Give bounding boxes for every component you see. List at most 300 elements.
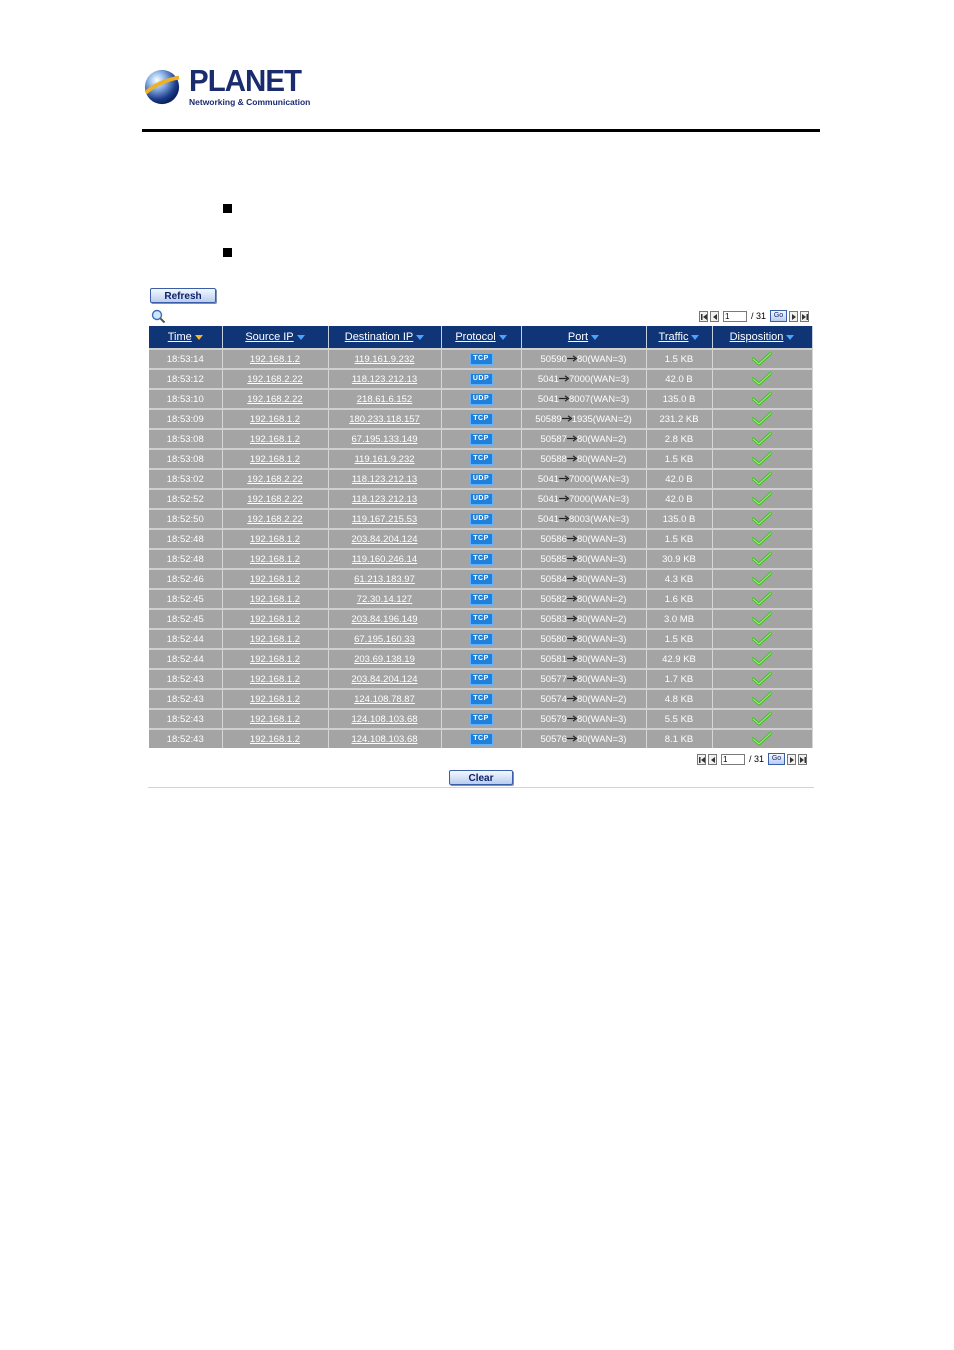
- cell-source-ip: [222, 529, 328, 549]
- cell-disposition: [712, 589, 812, 609]
- protocol-badge: TCP: [470, 433, 493, 445]
- cell-time: 18:52:45: [149, 609, 222, 629]
- cell-disposition: [712, 629, 812, 649]
- destination-ip-link[interactable]: 124.108.103.68: [351, 713, 418, 725]
- cell-port: [521, 689, 646, 709]
- source-ip-link[interactable]: 192.168.1.2: [249, 533, 301, 545]
- table-row: [149, 409, 812, 429]
- arrow-right-icon: [567, 575, 577, 582]
- cell-destination-ip: [328, 589, 441, 609]
- cell-source-ip: [222, 429, 328, 449]
- table-row: [149, 389, 812, 409]
- clear-button[interactable]: Clear: [449, 770, 513, 785]
- arrow-right-icon: [559, 475, 569, 482]
- cell-time: 18:53:14: [149, 349, 222, 369]
- prev-page-icon[interactable]: [710, 311, 719, 322]
- cell-traffic: 42.0 B: [646, 469, 712, 489]
- table-row: [149, 349, 812, 369]
- cell-protocol: [441, 489, 521, 509]
- cell-disposition: [712, 609, 812, 629]
- check-icon: [752, 432, 772, 446]
- sort-arrow-icon: [297, 335, 305, 340]
- table-row: [149, 709, 812, 729]
- protocol-badge: UDP: [470, 493, 493, 505]
- next-page-icon[interactable]: [787, 754, 796, 765]
- cell-time: 18:52:44: [149, 649, 222, 669]
- cell-port: [521, 369, 646, 389]
- source-ip-link[interactable]: 192.168.1.2: [249, 733, 301, 745]
- port-to: 80(WAN=2): [576, 593, 627, 605]
- column-header-port[interactable]: Port: [521, 326, 646, 349]
- cell-time: 18:52:52: [149, 489, 222, 509]
- cell-destination-ip: [328, 689, 441, 709]
- port-to: 8007(WAN=3): [569, 393, 630, 405]
- cell-disposition: [712, 469, 812, 489]
- pager-bottom: [697, 752, 807, 766]
- source-ip-link[interactable]: 192.168.1.2: [249, 653, 301, 665]
- source-ip-link[interactable]: 192.168.2.22: [247, 373, 303, 385]
- table-row: [149, 449, 812, 469]
- cell-disposition: [712, 369, 812, 389]
- protocol-badge: TCP: [470, 733, 493, 745]
- cell-traffic: 3.0 MB: [646, 609, 712, 629]
- arrow-right-icon: [567, 695, 577, 702]
- arrow-right-icon: [562, 415, 572, 422]
- cell-protocol: [441, 389, 521, 409]
- port-to: 80(WAN=3): [576, 733, 627, 745]
- cell-destination-ip: [328, 429, 441, 449]
- cell-destination-ip: [328, 509, 441, 529]
- sort-arrow-icon: [691, 335, 699, 340]
- cell-disposition: [712, 709, 812, 729]
- cell-traffic: 42.0 B: [646, 369, 712, 389]
- cell-port: [521, 669, 646, 689]
- cell-port: [521, 429, 646, 449]
- cell-time: 18:52:46: [149, 569, 222, 589]
- cell-source-ip: [222, 449, 328, 469]
- cell-time: 18:53:09: [149, 409, 222, 429]
- cell-protocol: [441, 549, 521, 569]
- arrow-right-icon: [559, 515, 569, 522]
- header-divider: [142, 129, 820, 132]
- protocol-badge: TCP: [470, 613, 493, 625]
- cell-time: 18:52:45: [149, 589, 222, 609]
- table-row: [149, 489, 812, 509]
- cell-protocol: [441, 349, 521, 369]
- footer-divider: [148, 787, 814, 788]
- cell-traffic: 1.7 KB: [646, 669, 712, 689]
- search-icon[interactable]: [151, 309, 166, 324]
- page-total: / 31: [749, 754, 765, 764]
- destination-ip-link[interactable]: 118.123.212.13: [351, 493, 418, 505]
- source-ip-link[interactable]: 192.168.2.22: [247, 513, 303, 525]
- cell-destination-ip: [328, 349, 441, 369]
- destination-ip-link[interactable]: 203.84.196.149: [351, 613, 418, 625]
- protocol-badge: TCP: [470, 713, 493, 725]
- protocol-badge: UDP: [470, 373, 493, 385]
- port-to: 80(WAN=2): [576, 433, 627, 445]
- cell-protocol: [441, 609, 521, 629]
- cell-port: [521, 569, 646, 589]
- cell-disposition: [712, 389, 812, 409]
- cell-protocol: [441, 589, 521, 609]
- destination-ip-link[interactable]: 61.213.183.97: [354, 573, 415, 585]
- page-total: / 31: [751, 311, 767, 321]
- port-from: 50586: [540, 533, 567, 545]
- arrow-right-icon: [559, 395, 569, 402]
- check-icon: [752, 352, 772, 366]
- cell-source-ip: [222, 469, 328, 489]
- port-from: 50577: [540, 673, 567, 685]
- cell-disposition: [712, 649, 812, 669]
- cell-source-ip: [222, 709, 328, 729]
- cell-disposition: [712, 429, 812, 449]
- table-row: [149, 589, 812, 609]
- cell-source-ip: [222, 689, 328, 709]
- cell-traffic: 4.8 KB: [646, 689, 712, 709]
- arrow-right-icon: [559, 495, 569, 502]
- check-icon: [752, 392, 772, 406]
- check-icon: [752, 512, 772, 526]
- sort-arrow-icon: [591, 335, 599, 340]
- cell-destination-ip: [328, 369, 441, 389]
- bullet-marker: [223, 248, 232, 257]
- table-row: [149, 369, 812, 389]
- cell-disposition: [712, 449, 812, 469]
- pager-top: [699, 309, 809, 323]
- cell-disposition: [712, 489, 812, 509]
- cell-traffic: 42.9 KB: [646, 649, 712, 669]
- cell-source-ip: [222, 669, 328, 689]
- destination-ip-link[interactable]: 119.161.9.232: [354, 453, 415, 465]
- cell-destination-ip: [328, 409, 441, 429]
- cell-destination-ip: [328, 669, 441, 689]
- port-to: 80(WAN=2): [576, 453, 627, 465]
- protocol-badge: TCP: [470, 593, 493, 605]
- protocol-badge: UDP: [470, 513, 493, 525]
- protocol-badge: TCP: [470, 653, 493, 665]
- cell-port: [521, 409, 646, 429]
- cell-source-ip: [222, 409, 328, 429]
- cell-port: [521, 629, 646, 649]
- port-to: 80(WAN=3): [576, 713, 627, 725]
- port-from: 50582: [540, 593, 567, 605]
- cell-source-ip: [222, 569, 328, 589]
- cell-destination-ip: [328, 449, 441, 469]
- protocol-badge: TCP: [470, 413, 493, 425]
- check-icon: [752, 712, 772, 726]
- cell-disposition: [712, 669, 812, 689]
- cell-source-ip: [222, 489, 328, 509]
- cell-source-ip: [222, 729, 328, 748]
- cell-traffic: 4.3 KB: [646, 569, 712, 589]
- cell-protocol: [441, 429, 521, 449]
- port-from: 50576: [540, 733, 567, 745]
- source-ip-link[interactable]: 192.168.1.2: [249, 353, 301, 365]
- destination-ip-link[interactable]: 67.195.160.33: [354, 633, 415, 645]
- cell-protocol: [441, 689, 521, 709]
- source-ip-link[interactable]: 192.168.1.2: [249, 713, 301, 725]
- cell-protocol: [441, 529, 521, 549]
- cell-port: [521, 529, 646, 549]
- cell-port: [521, 389, 646, 409]
- check-icon: [752, 592, 772, 606]
- source-ip-link[interactable]: 192.168.1.2: [249, 573, 301, 585]
- source-ip-link[interactable]: 192.168.1.2: [249, 613, 301, 625]
- destination-ip-link[interactable]: 124.108.78.87: [354, 693, 415, 705]
- cell-disposition: [712, 729, 812, 748]
- cell-port: [521, 729, 646, 748]
- cell-time: 18:52:48: [149, 549, 222, 569]
- cell-port: [521, 469, 646, 489]
- port-from: 50581: [540, 653, 567, 665]
- column-header-destination-ip[interactable]: Destination IP: [328, 326, 441, 349]
- check-icon: [752, 412, 772, 426]
- port-to: 80(WAN=3): [576, 353, 627, 365]
- check-icon: [752, 532, 772, 546]
- cell-traffic: 1.5 KB: [646, 349, 712, 369]
- arrow-right-icon: [567, 355, 577, 362]
- source-ip-link[interactable]: 192.168.2.22: [247, 493, 303, 505]
- cell-destination-ip: [328, 549, 441, 569]
- port-from: 50580: [540, 633, 567, 645]
- destination-ip-link[interactable]: 180.233.118.157: [349, 413, 420, 425]
- protocol-badge: TCP: [470, 553, 493, 565]
- prev-page-icon[interactable]: [708, 754, 717, 765]
- protocol-badge: UDP: [470, 393, 493, 405]
- cell-disposition: [712, 569, 812, 589]
- protocol-badge: TCP: [470, 533, 493, 545]
- destination-ip-link[interactable]: 203.84.204.124: [351, 533, 418, 545]
- table-header-row: [149, 326, 812, 349]
- protocol-badge: TCP: [470, 573, 493, 585]
- source-ip-link[interactable]: 192.168.1.2: [249, 433, 301, 445]
- destination-ip-link[interactable]: 119.167.215.53: [351, 513, 418, 525]
- port-to: 80(WAN=3): [576, 653, 627, 665]
- table-row: [149, 509, 812, 529]
- source-ip-link[interactable]: 192.168.1.2: [249, 413, 301, 425]
- cell-disposition: [712, 349, 812, 369]
- cell-traffic: 1.6 KB: [646, 589, 712, 609]
- source-ip-link[interactable]: 192.168.1.2: [249, 453, 301, 465]
- table-row: [149, 529, 812, 549]
- check-icon: [752, 572, 772, 586]
- column-header-traffic[interactable]: Traffic: [646, 326, 712, 349]
- go-button[interactable]: Go: [768, 753, 785, 765]
- go-button[interactable]: Go: [770, 310, 787, 322]
- source-ip-link[interactable]: 192.168.2.22: [247, 393, 303, 405]
- port-from: 50574: [540, 693, 567, 705]
- cell-time: 18:53:08: [149, 429, 222, 449]
- port-from: 50588: [540, 453, 567, 465]
- port-to: 80(WAN=3): [576, 633, 627, 645]
- destination-ip-link[interactable]: 119.160.246.14: [351, 553, 418, 565]
- port-from: 50585: [540, 553, 567, 565]
- source-ip-link[interactable]: 192.168.1.2: [249, 633, 301, 645]
- protocol-badge: TCP: [470, 453, 493, 465]
- table-row: [149, 429, 812, 449]
- cell-traffic: 30.9 KB: [646, 549, 712, 569]
- cell-destination-ip: [328, 649, 441, 669]
- cell-time: 18:52:43: [149, 669, 222, 689]
- bullet-marker: [223, 204, 232, 213]
- arrow-right-icon: [567, 555, 577, 562]
- column-header-time[interactable]: Time: [149, 326, 222, 349]
- destination-ip-link[interactable]: 124.108.103.68: [351, 733, 418, 745]
- cell-time: 18:52:48: [149, 529, 222, 549]
- source-ip-link[interactable]: 192.168.1.2: [249, 673, 301, 685]
- port-to: 80(WAN=3): [576, 673, 627, 685]
- source-ip-link[interactable]: 192.168.1.2: [249, 553, 301, 565]
- cell-traffic: 42.0 B: [646, 489, 712, 509]
- port-from: 50590: [540, 353, 567, 365]
- arrow-right-icon: [567, 675, 577, 682]
- cell-protocol: [441, 629, 521, 649]
- cell-port: [521, 489, 646, 509]
- protocol-badge: UDP: [470, 473, 493, 485]
- check-icon: [752, 492, 772, 506]
- arrow-right-icon: [567, 435, 577, 442]
- cell-source-ip: [222, 589, 328, 609]
- first-page-icon[interactable]: [697, 754, 706, 765]
- port-to: 80(WAN=3): [576, 573, 627, 585]
- cell-time: 18:52:43: [149, 729, 222, 748]
- port-from: 50589: [535, 413, 562, 425]
- cell-time: 18:52:50: [149, 509, 222, 529]
- cell-protocol: [441, 649, 521, 669]
- source-ip-link[interactable]: 192.168.1.2: [249, 693, 301, 705]
- cell-protocol: [441, 569, 521, 589]
- check-icon: [752, 632, 772, 646]
- cell-protocol: [441, 509, 521, 529]
- check-icon: [752, 732, 772, 746]
- destination-ip-link[interactable]: 203.69.138.19: [354, 653, 415, 665]
- port-from: 5041: [537, 393, 560, 405]
- cell-source-ip: [222, 609, 328, 629]
- first-page-icon[interactable]: [699, 311, 708, 322]
- protocol-badge: TCP: [470, 693, 493, 705]
- port-to: 80(WAN=3): [576, 533, 627, 545]
- destination-ip-link[interactable]: 67.195.133.149: [351, 433, 418, 445]
- destination-ip-link[interactable]: 118.123.212.13: [351, 473, 418, 485]
- cell-port: [521, 609, 646, 629]
- destination-ip-link[interactable]: 119.161.9.232: [354, 353, 415, 365]
- cell-protocol: [441, 469, 521, 489]
- cell-protocol: [441, 669, 521, 689]
- port-to: 80(WAN=2): [576, 693, 627, 705]
- cell-disposition: [712, 509, 812, 529]
- destination-ip-link[interactable]: 218.61.6.152: [356, 393, 413, 405]
- cell-source-ip: [222, 549, 328, 569]
- source-ip-link[interactable]: 192.168.1.2: [249, 593, 301, 605]
- sort-arrow-icon: [195, 335, 203, 340]
- arrow-right-icon: [567, 595, 577, 602]
- check-icon: [752, 692, 772, 706]
- check-icon: [752, 372, 772, 386]
- cell-source-ip: [222, 509, 328, 529]
- refresh-button[interactable]: Refresh: [150, 288, 216, 303]
- arrow-right-icon: [567, 735, 577, 742]
- cell-traffic: 8.1 KB: [646, 729, 712, 748]
- cell-port: [521, 589, 646, 609]
- cell-time: 18:52:43: [149, 709, 222, 729]
- cell-traffic: 5.5 KB: [646, 709, 712, 729]
- arrow-right-icon: [567, 615, 577, 622]
- cell-disposition: [712, 549, 812, 569]
- check-icon: [752, 472, 772, 486]
- port-to: 80(WAN=3): [576, 553, 627, 565]
- cell-time: 18:52:43: [149, 689, 222, 709]
- last-page-icon[interactable]: [800, 311, 809, 322]
- page-number-input[interactable]: 1: [723, 311, 747, 322]
- cell-traffic: 1.5 KB: [646, 449, 712, 469]
- port-from: 5041: [537, 493, 560, 505]
- destination-ip-link[interactable]: 203.84.204.124: [351, 673, 418, 685]
- cell-traffic: 135.0 B: [646, 389, 712, 409]
- cell-time: 18:52:44: [149, 629, 222, 649]
- cell-destination-ip: [328, 729, 441, 748]
- port-to: 8003(WAN=3): [569, 513, 630, 525]
- table-body: [149, 349, 812, 748]
- cell-destination-ip: [328, 569, 441, 589]
- arrow-right-icon: [559, 375, 569, 382]
- page-number-input[interactable]: 1: [721, 754, 745, 765]
- cell-traffic: 1.5 KB: [646, 629, 712, 649]
- table-row: [149, 629, 812, 649]
- globe-icon: [143, 68, 181, 106]
- cell-disposition: [712, 689, 812, 709]
- port-from: 5041: [537, 473, 560, 485]
- cell-port: [521, 649, 646, 669]
- port-from: 50587: [540, 433, 567, 445]
- cell-time: 18:53:08: [149, 449, 222, 469]
- last-page-icon[interactable]: [798, 754, 807, 765]
- protocol-badge: TCP: [470, 353, 493, 365]
- sort-arrow-icon: [499, 335, 507, 340]
- destination-ip-link[interactable]: 118.123.212.13: [351, 373, 418, 385]
- port-to: 80(WAN=2): [576, 613, 627, 625]
- brand-tagline: Networking & Communication: [189, 97, 311, 107]
- port-to: 1935(WAN=2): [571, 413, 632, 425]
- table-row: [149, 669, 812, 689]
- port-to: 7000(WAN=3): [569, 473, 630, 485]
- port-from: 50584: [540, 573, 567, 585]
- cell-disposition: [712, 409, 812, 429]
- column-header-disposition[interactable]: Disposition: [712, 326, 812, 349]
- planet-logo: [143, 63, 313, 110]
- cell-traffic: 1.5 KB: [646, 529, 712, 549]
- next-page-icon[interactable]: [789, 311, 798, 322]
- brand-name: PLANET: [189, 63, 302, 98]
- table-row: [149, 549, 812, 569]
- table-row: [149, 609, 812, 629]
- check-icon: [752, 652, 772, 666]
- arrow-right-icon: [567, 535, 577, 542]
- cell-source-ip: [222, 369, 328, 389]
- column-header-source-ip[interactable]: Source IP: [222, 326, 328, 349]
- table-row: [149, 729, 812, 748]
- table-row: [149, 569, 812, 589]
- source-ip-link[interactable]: 192.168.2.22: [247, 473, 303, 485]
- column-header-protocol[interactable]: Protocol: [441, 326, 521, 349]
- cell-port: [521, 709, 646, 729]
- port-from: 5041: [537, 373, 560, 385]
- destination-ip-link[interactable]: 72.30.14.127: [356, 593, 413, 605]
- cell-time: 18:53:02: [149, 469, 222, 489]
- sort-arrow-icon: [786, 335, 794, 340]
- table-row: [149, 689, 812, 709]
- cell-disposition: [712, 529, 812, 549]
